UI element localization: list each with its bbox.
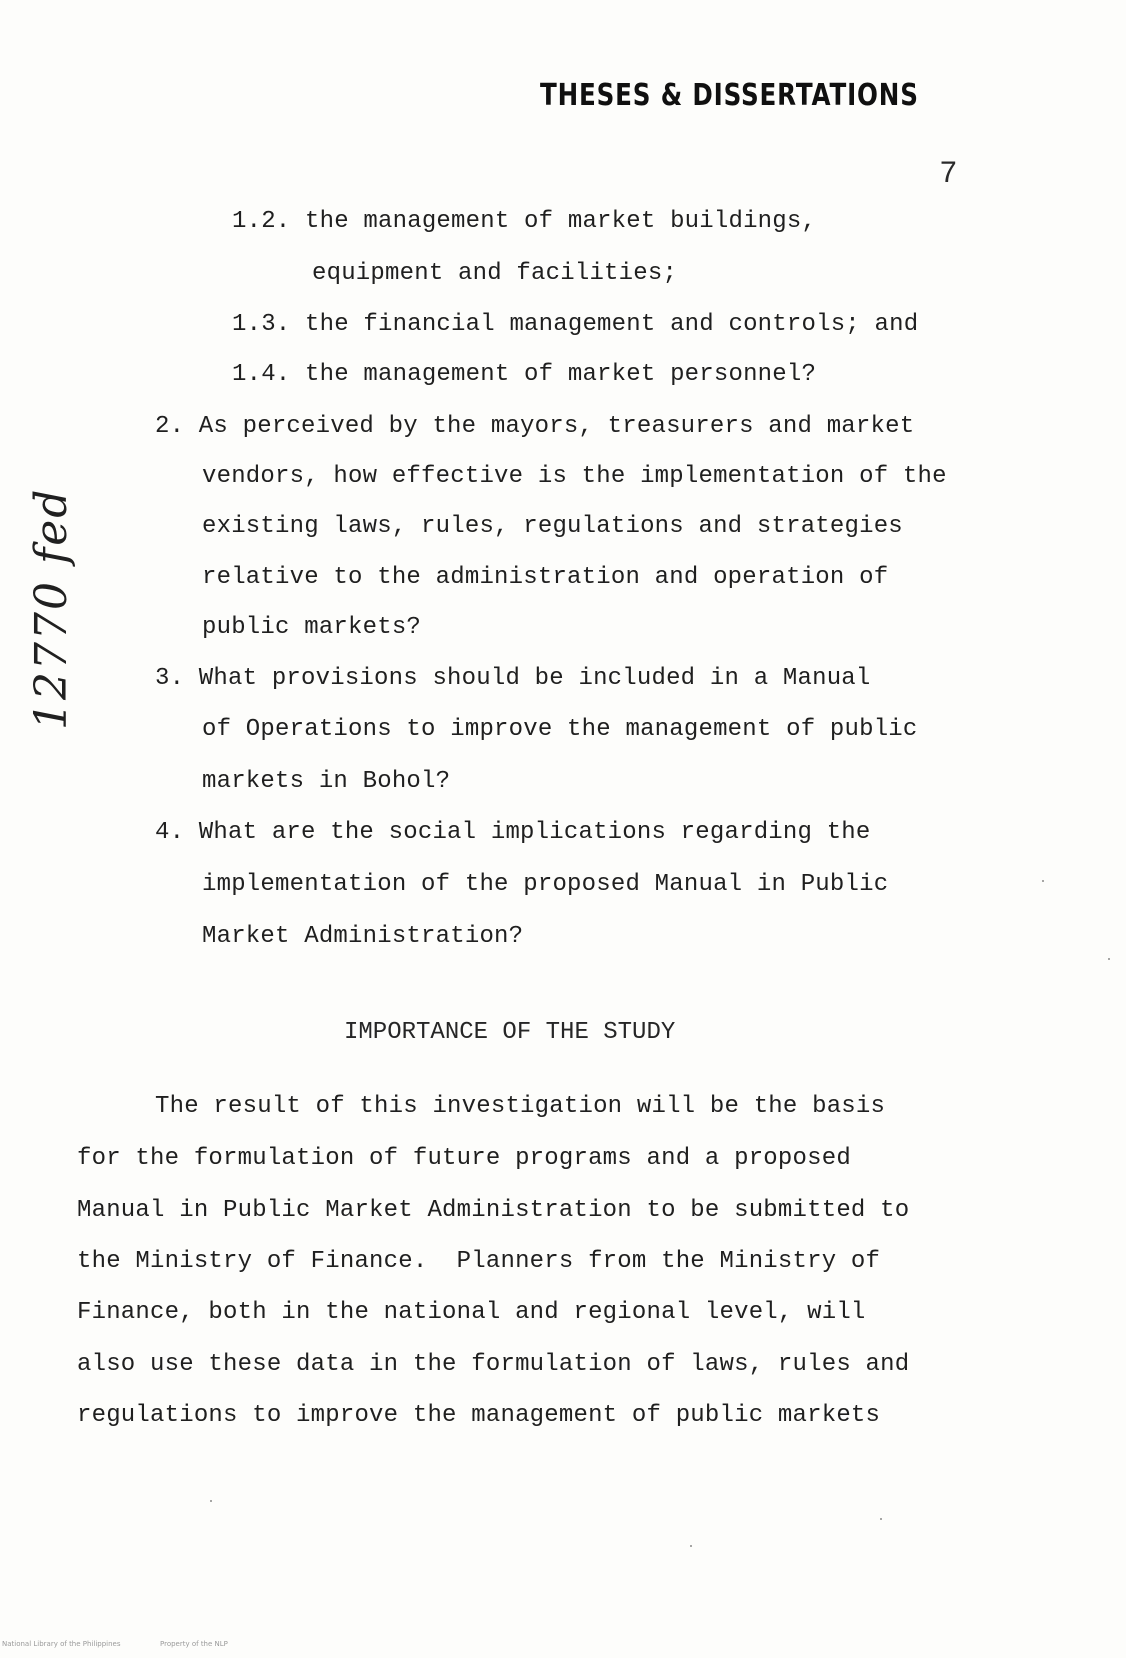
list-line-2-a: 2. As perceived by the mayors, treasurers and market (155, 413, 915, 440)
page-number: 7 (940, 156, 957, 189)
paragraph-line-5: Finance, both in the national and regional level, will (77, 1299, 866, 1326)
list-line-2-e: public markets? (202, 614, 422, 641)
list-line-1-3: 1.3. the financial management and controls; and (232, 311, 919, 338)
list-line-2-d: relative to the administration and operation of (202, 564, 889, 591)
handwritten-margin-note: 12770 fed (26, 487, 77, 730)
scan-speck (210, 1500, 212, 1502)
paragraph-line-3: Manual in Public Market Administration to be submitted to (77, 1197, 910, 1224)
list-line-4-c: Market Administration? (202, 923, 524, 950)
list-line-2-b: vendors, how effective is the implementation of the (202, 463, 947, 490)
scan-speck (690, 1545, 692, 1547)
list-line-2-c: existing laws, rules, regulations and strategies (202, 513, 903, 540)
list-line-4-a: 4. What are the social implications regarding the (155, 819, 871, 846)
list-line-1-2-b: equipment and facilities; (312, 260, 678, 287)
theses-dissertations-stamp: THESES & DISSERTATIONS (540, 78, 919, 113)
list-line-1-4: 1.4. the management of market personnel? (232, 361, 817, 388)
scan-speck (880, 1518, 882, 1520)
list-line-3-b: of Operations to improve the management of public (202, 716, 918, 743)
footer-mark-left: National Library of the Philippines (2, 1640, 121, 1648)
paragraph-line-2: for the formulation of future programs and a proposed (77, 1145, 851, 1172)
paragraph-line-4: the Ministry of Finance. Planners from the Ministry of (77, 1248, 881, 1275)
section-heading: IMPORTANCE OF THE STUDY (344, 1019, 676, 1046)
scan-speck (1108, 958, 1110, 960)
scan-speck (1042, 880, 1044, 882)
footer-mark-right: Property of the NLP (160, 1640, 228, 1648)
paragraph-line-6: also use these data in the formulation of laws, rules and (77, 1351, 910, 1378)
list-line-4-b: implementation of the proposed Manual in Public (202, 871, 889, 898)
paragraph-line-1: The result of this investigation will be the basis (155, 1093, 886, 1120)
list-line-3-c: markets in Bohol? (202, 768, 451, 795)
paragraph-line-7: regulations to improve the management of public markets (77, 1402, 881, 1429)
list-line-3-a: 3. What provisions should be included in a Manual (155, 665, 871, 692)
list-line-1-2-a: 1.2. the management of market buildings, (232, 208, 817, 235)
